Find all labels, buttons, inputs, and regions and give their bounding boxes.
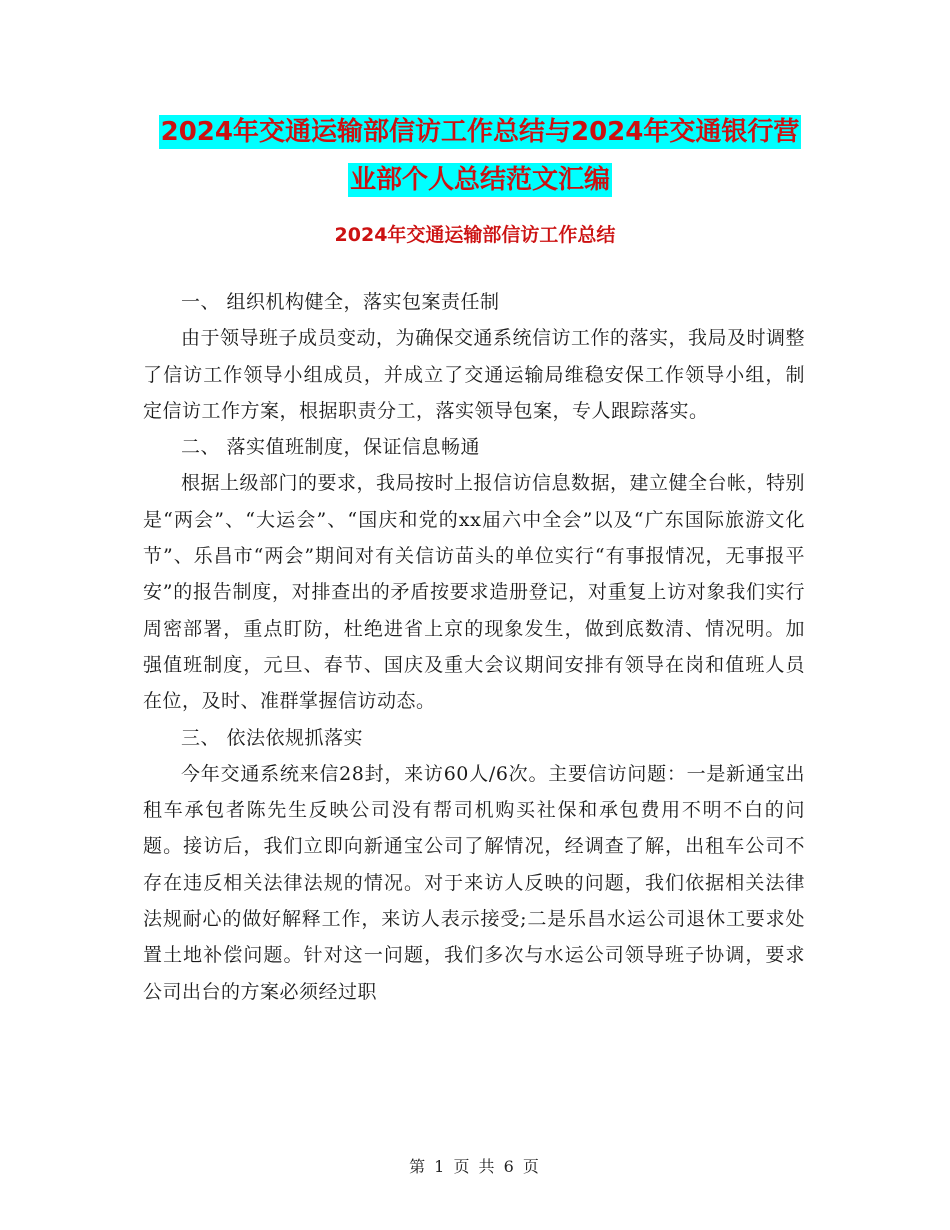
paragraph-3: 今年交通系统来信28封，来访60人/6次。主要信访问题：一是新通宝出租车承包者陈先生反映公司没有帮司机购买社保和承包费用不明不白的问题。接访后，我们立即向新通宝公司了解情况，经调查了解，出租车公司不存在违反相关法律法规的情况。对于来访人反映的问题，我们依据相关法律法规耐心的做好解释工作，来访人表示接受;二是乐昌水运公司退休工要求处置土地补偿问题。针对这一问题，我们多次与水运公司领导班子协调，要求公司出台的方案必须经过职	[143, 762, 805, 1003]
document-body	[143, 284, 805, 1010]
heading-2: 二、 落实值班制度，保证信息畅通	[181, 436, 481, 459]
page-number-footer: 第 1 页 共 6 页	[409, 1157, 541, 1176]
document-title-line2: 业部个人总结范文汇编	[349, 165, 610, 195]
document-title	[140, 108, 820, 204]
paragraph-1: 由于领导班子成员变动，为确保交通系统信访工作的落实，我局及时调整了信访工作领导小组成员，并成立了交通运输局维稳安保工作领导小组，制定信访工作方案，根据职责分工，落实领导包案，专人跟踪落实。	[143, 327, 806, 422]
section-title: 2024年交通运输部信访工作总结	[334, 224, 616, 246]
heading-3: 三、 依法依规抓落实	[181, 726, 364, 749]
paragraph-2: 根据上级部门的要求，我局按时上报信访信息数据，建立健全台帐，特别是“两会”、“大运会”、“国庆和党的xx届六中全会”以及“广东国际旅游文化节”、乐昌市“两会”期间对有关信访苗头的单位实行“有事报情况，无事报平安”的报告制度，对排查出的矛盾按要求造册登记，对重复上访对象我们实行周密部署，重点盯防，杜绝进省上京的现象发生，做到底数清、情况明。加强值班制度，元旦、春节、国庆及重大会议期间安排有领导在岗和值班人员在位，及时、准群掌握信访动态。	[143, 472, 806, 713]
document-title-line1: 2024年交通运输部信访工作总结与2024年交通银行营	[160, 117, 800, 147]
heading-1: 一、 组织机构健全，落实包案责任制	[181, 291, 500, 313]
